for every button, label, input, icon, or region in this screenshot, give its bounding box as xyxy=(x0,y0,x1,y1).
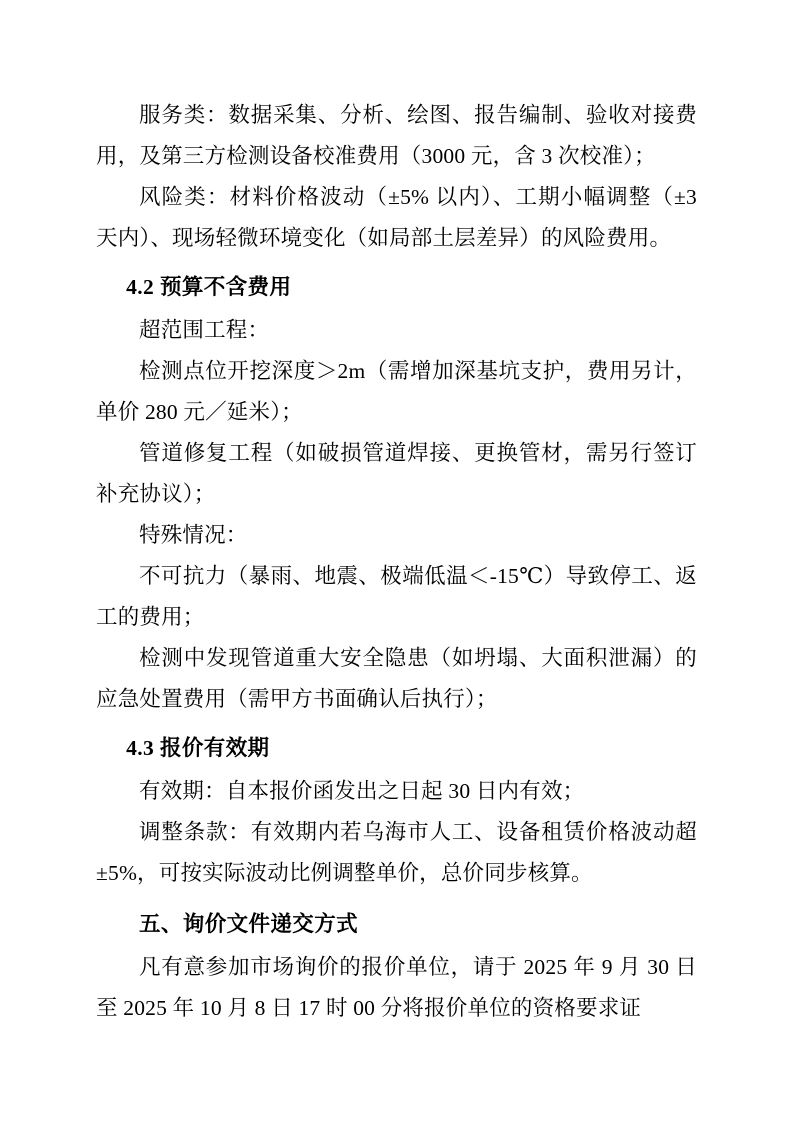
heading-section-five: 五、询价文件递交方式 xyxy=(139,912,359,936)
paragraph-risk-fees: 风险类：材料价格波动（±5% 以内）、工期小幅调整（±3 天内）、现场轻微环境变化（如局部土层差异）的风险费用。 xyxy=(96,185,697,250)
paragraph-validity-period: 有效期：自本报价函发出之日起 30 日内有效； xyxy=(139,779,585,803)
paragraph-excavation-depth: 检测点位开挖深度＞2m（需增加深基坑支护，费用另计，单价 280 元／延米）； xyxy=(96,359,697,424)
paragraph-adjustment-clause: 调整条款：有效期内若乌海市人工、设备租赁价格波动超 ±5%，可按实际波动比例调整单价，总价同步核算。 xyxy=(96,820,697,885)
paragraph-force-majeure: 不可抗力（暴雨、地震、极端低温＜-15℃）导致停工、返工的费用； xyxy=(96,564,697,629)
paragraph-emergency-handling: 检测中发现管道重大安全隐患（如坍塌、大面积泄漏）的应急处置费用（需甲方书面确认后执行）； xyxy=(96,646,697,711)
heading-4-3: 4.3 报价有效期 xyxy=(126,736,270,760)
paragraph-out-of-scope-title: 超范围工程： xyxy=(139,318,270,342)
document-body xyxy=(96,95,697,1029)
paragraph-submission-instructions: 凡有意参加市场询价的报价单位，请于 2025 年 9 月 30 日至 2025 年 10 月 8 日 17 时 00 分将报价单位的资格要求证 xyxy=(96,955,697,1020)
paragraph-special-cases-title: 特殊情况： xyxy=(139,523,248,547)
heading-4-2: 4.2 预算不含费用 xyxy=(126,275,292,299)
paragraph-service-fees: 服务类：数据采集、分析、绘图、报告编制、验收对接费用，及第三方检测设备校准费用（3000 元，含 3 次校准）； xyxy=(96,103,697,168)
paragraph-pipe-repair: 管道修复工程（如破损管道焊接、更换管材，需另行签订补充协议）； xyxy=(96,441,697,506)
